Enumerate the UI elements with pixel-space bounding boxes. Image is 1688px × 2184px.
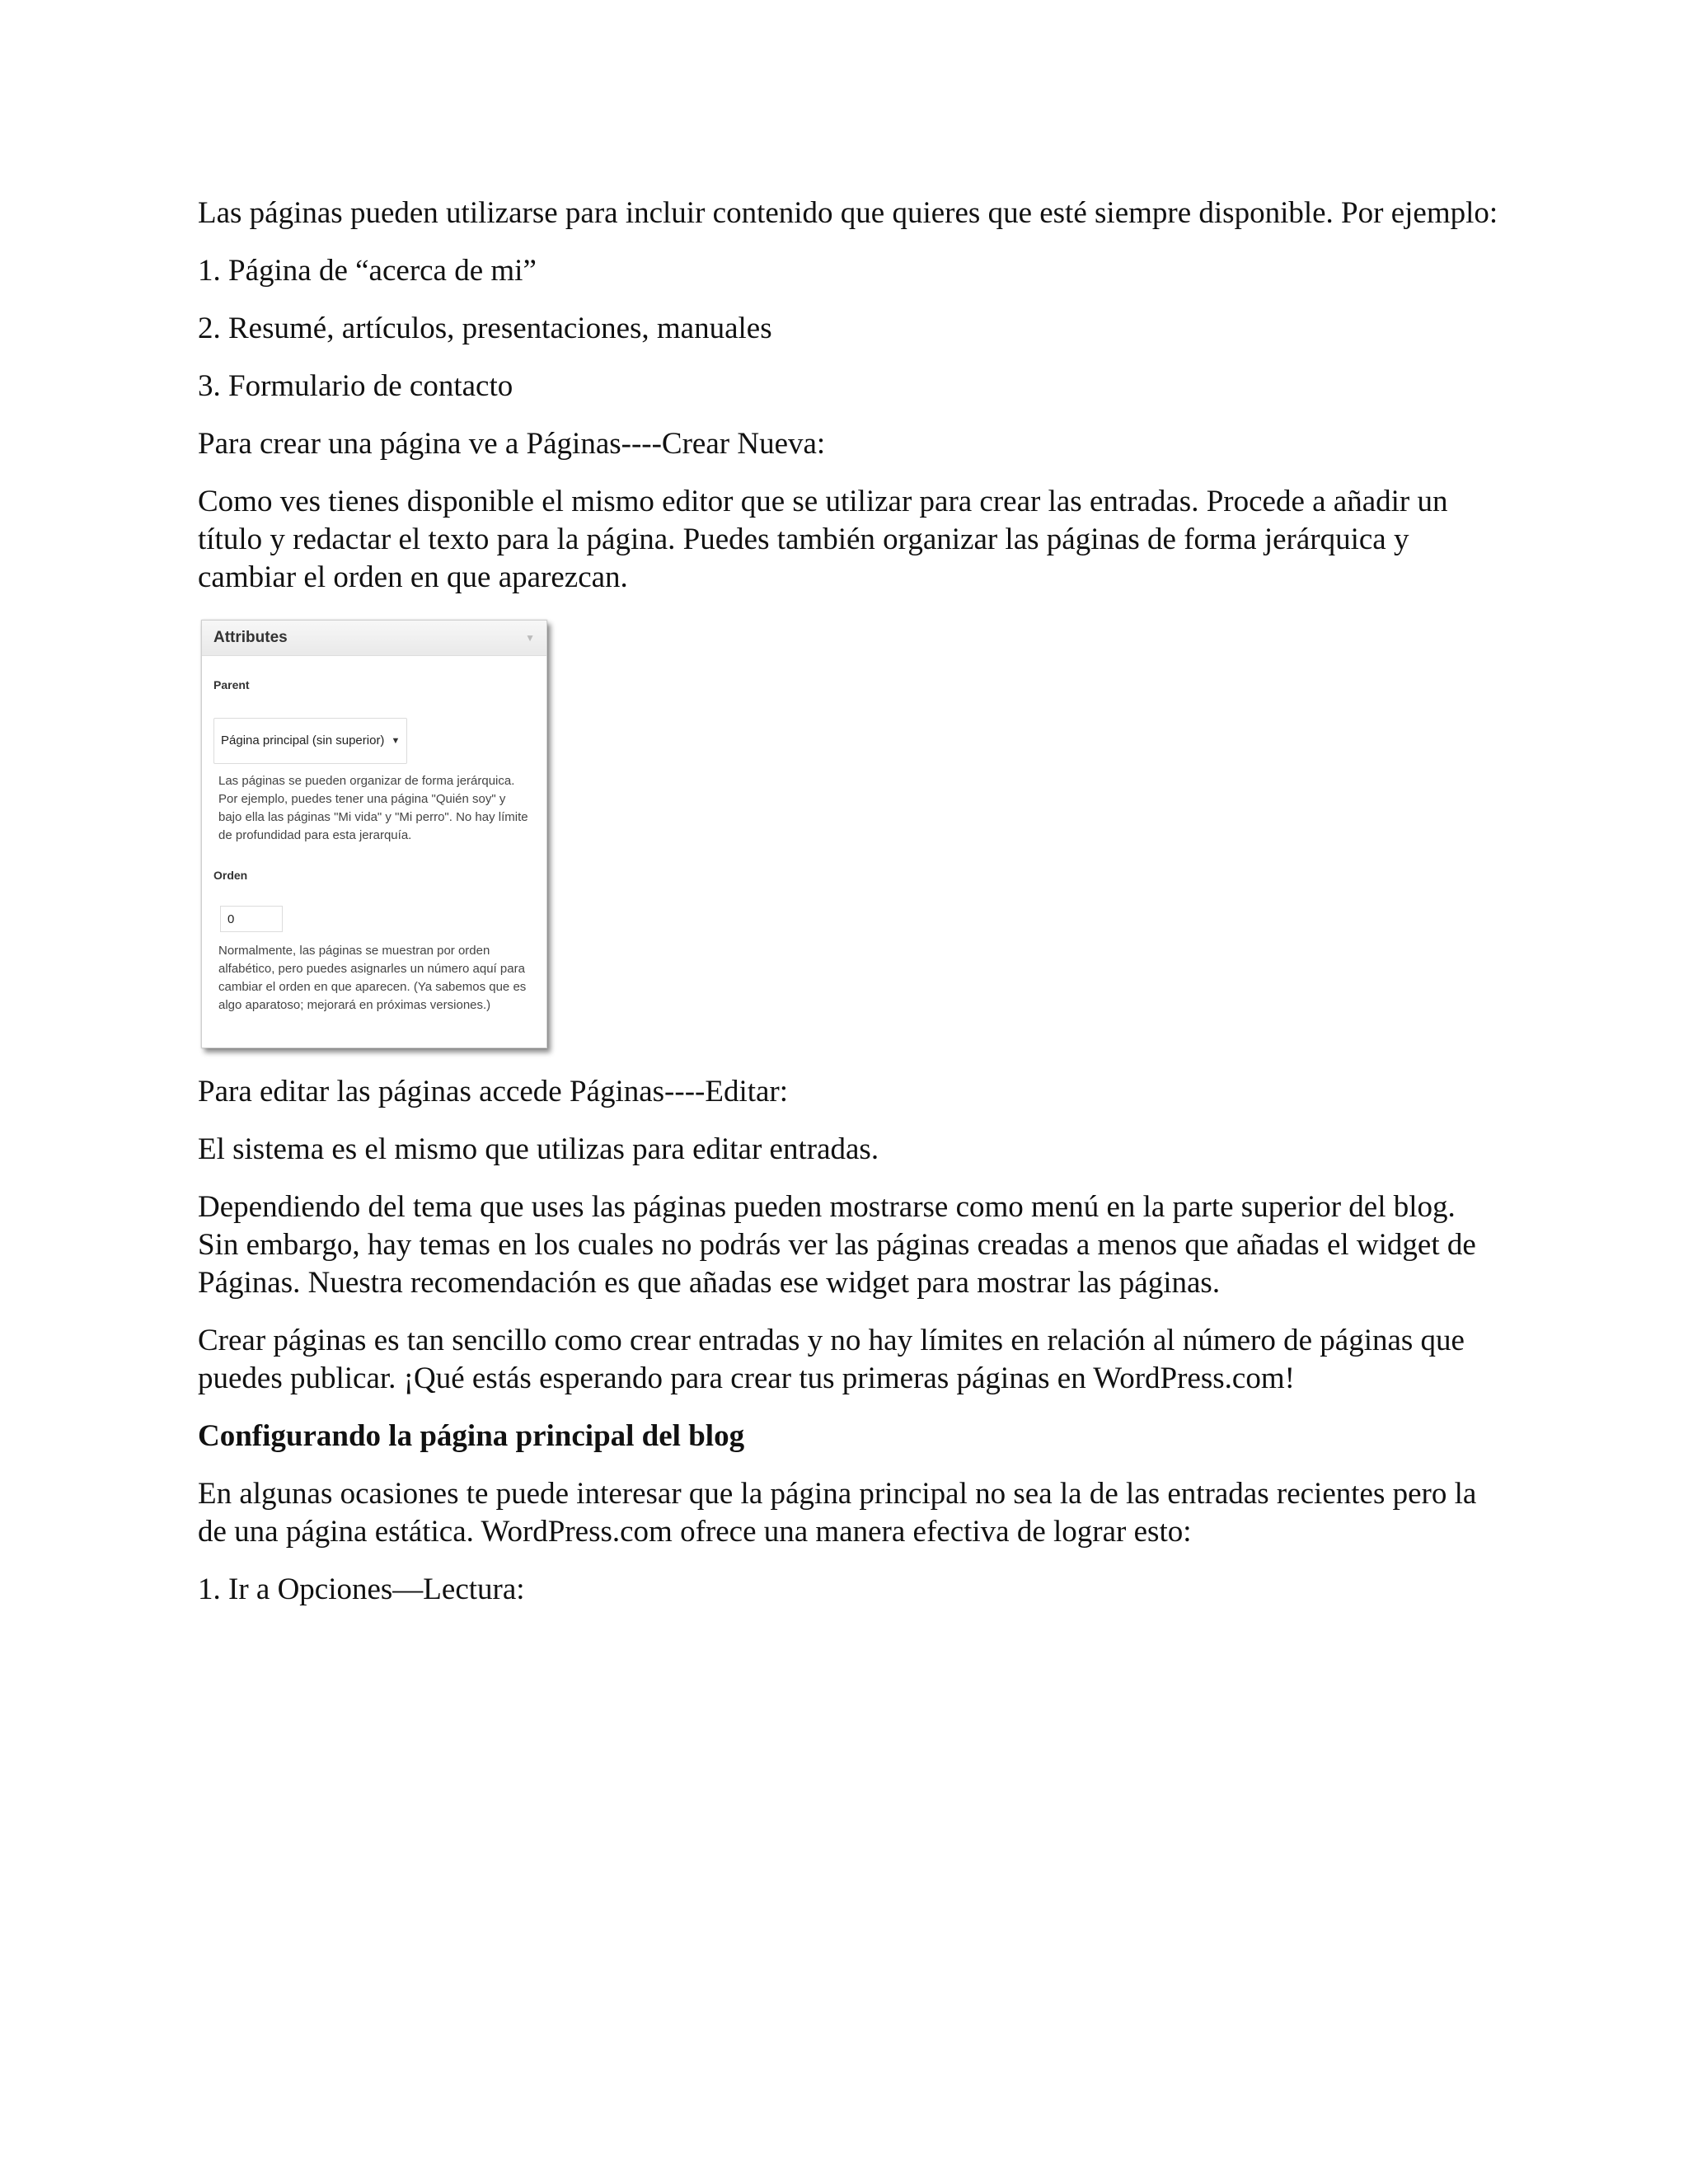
attributes-box [201, 620, 547, 1048]
section-heading: Configurando la página principal del blog [198, 1419, 745, 1453]
editor-paragraph: Como ves tienes disponible el mismo editor que se utilizar para crear las entradas. Procede a añadir un título y redactar el texto para la página. Puedes también organizar las páginas de forma jerárquica y cambiar el orden en que aparezcan. [198, 485, 1448, 594]
parent-help-text: Las páginas se pueden organizar de forma jerárquica. Por ejemplo, puedes tener una página "Quién soy" y bajo ella las páginas "Mi vida" y "Mi perro". No hay límite de profundidad para esta jerarquía. [218, 774, 528, 842]
order-input: 0 [220, 906, 283, 932]
attributes-screenshot [198, 616, 552, 1053]
parent-label: Parent [213, 678, 250, 691]
order-label: Orden [213, 869, 248, 882]
edit-system-paragraph: El sistema es el mismo que utilizas para editar entradas. [198, 1132, 879, 1166]
step-paragraph: 1. Ir a Opciones—Lectura: [198, 1572, 525, 1606]
theme-menu-paragraph: Dependiendo del tema que uses las páginas pueden mostrarse como menú en la parte superior del blog. Sin embargo, hay temas en los cuales no podrás ver las páginas creadas a menos que añadas el widget de Páginas. Nuestra recomendación es que añadas ese widget para mostrar las páginas. [198, 1190, 1476, 1300]
list-item: 2. Resumé, artículos, presentaciones, manuales [198, 312, 772, 345]
intro-paragraph: Las páginas pueden utilizarse para incluir contenido que quieres que esté siempre disponible. Por ejemplo: [198, 196, 1498, 230]
chevron-down-icon: ▼ [391, 736, 401, 746]
parent-select [213, 718, 407, 764]
attributes-body [202, 656, 546, 1015]
document-body [198, 194, 1500, 1629]
list-item: 1. Página de “acerca de mi” [198, 254, 537, 288]
attributes-header [202, 621, 546, 656]
limits-paragraph: Crear páginas es tan sencillo como crear entradas y no hay límites en relación al número de páginas que puedes publicar. ¡Qué estás esperando para crear tus primeras páginas en WordPress.com! [198, 1324, 1465, 1395]
attributes-title: Attributes [213, 629, 288, 646]
order-help-text: Normalmente, las páginas se muestran por orden alfabético, pero puedes asignarles un número aquí para cambiar el orden en que aparecen. (Ya sabemos que es algo aparatoso; mejorará en próximas versiones.) [218, 944, 527, 1012]
create-page-paragraph: Para crear una página ve a Páginas----Crear Nueva: [198, 427, 826, 461]
edit-page-paragraph: Para editar las páginas accede Páginas----Editar: [198, 1075, 789, 1108]
collapse-arrow-icon: ▼ [525, 632, 535, 644]
static-page-paragraph: En algunas ocasiones te puede interesar que la página principal no sea la de las entradas recientes pero la de una página estática. WordPress.com ofrece una manera efectiva de lograr esto: [198, 1477, 1477, 1549]
parent-select-value: Página principal (sin superior) [221, 733, 385, 748]
list-item: 3. Formulario de contacto [198, 369, 513, 403]
